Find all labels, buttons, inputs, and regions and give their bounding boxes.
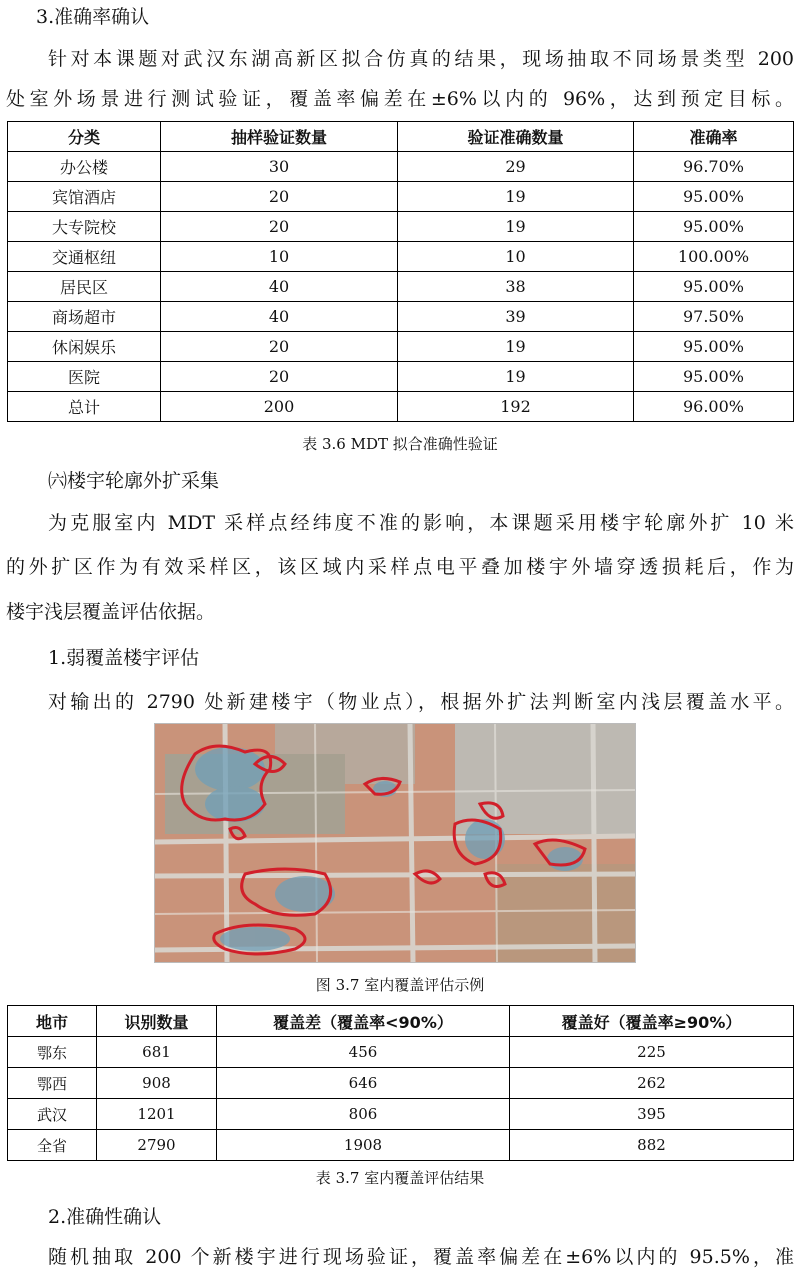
- table-cell: 19: [398, 362, 634, 392]
- table-cell: 20: [161, 212, 398, 242]
- table-cell: 262: [510, 1068, 794, 1099]
- column-header: 分类: [8, 122, 161, 152]
- table-cell: 100.00%: [634, 242, 794, 272]
- table-cell: 全省: [8, 1130, 97, 1161]
- column-header: 覆盖差（覆盖率<90%）: [217, 1006, 510, 1037]
- table-cell: 96.00%: [634, 392, 794, 422]
- table-cell: 29: [398, 152, 634, 182]
- accuracy-table: [7, 121, 794, 422]
- table-cell: 681: [97, 1037, 217, 1068]
- table-cell: 200: [161, 392, 398, 422]
- table-cell: 95.00%: [634, 272, 794, 302]
- subsection-title: 2.准确性确认: [48, 1206, 162, 1228]
- table-cell: 30: [161, 152, 398, 182]
- table-cell: 192: [398, 392, 634, 422]
- paragraph-line: 的外扩区作为有效采样区，该区域内采样点电平叠加楼宇外墙穿透损耗后，作为: [6, 556, 794, 578]
- column-header: 准确率: [634, 122, 794, 152]
- coverage-map-image: [154, 723, 636, 963]
- table-row: [8, 1037, 794, 1068]
- paragraph-line: 对输出的 2790 处新建楼宇（物业点），根据外扩法判断室内浅层覆盖水平。: [48, 691, 794, 713]
- table-cell: 医院: [8, 362, 161, 392]
- table-cell: 225: [510, 1037, 794, 1068]
- table-row: [8, 152, 794, 182]
- paragraph-line: 随机抽取 200 个新楼宇进行现场验证，覆盖率偏差在±6%以内的 95.5%，准: [48, 1246, 794, 1268]
- section-title: 3.准确率确认: [36, 6, 150, 28]
- figure-caption: 图 3.7 室内覆盖评估示例: [315, 976, 485, 994]
- table-row: [8, 302, 794, 332]
- column-header: 抽样验证数量: [161, 122, 398, 152]
- table-cell: 20: [161, 362, 398, 392]
- table-row: [8, 242, 794, 272]
- table-cell: 38: [398, 272, 634, 302]
- table-cell: 总计: [8, 392, 161, 422]
- table-cell: 95.00%: [634, 212, 794, 242]
- table-cell: 40: [161, 272, 398, 302]
- table-cell: 居民区: [8, 272, 161, 302]
- table-cell: 鄂东: [8, 1037, 97, 1068]
- table-cell: 1201: [97, 1099, 217, 1130]
- paragraph-line: 针对本课题对武汉东湖高新区拟合仿真的结果，现场抽取不同场景类型 200: [48, 48, 794, 70]
- subsection-title: 1.弱覆盖楼宇评估: [48, 647, 200, 669]
- column-header: 验证准确数量: [398, 122, 634, 152]
- table-cell: 456: [217, 1037, 510, 1068]
- table-cell: 882: [510, 1130, 794, 1161]
- section-title: ㈥楼宇轮廓外扩采集: [48, 470, 220, 492]
- table-cell: 20: [161, 182, 398, 212]
- table-cell: 交通枢纽: [8, 242, 161, 272]
- table-row: [8, 212, 794, 242]
- table-cell: 19: [398, 332, 634, 362]
- table-caption: 表 3.6 MDT 拟合准确性验证: [302, 435, 498, 453]
- table-row: [8, 182, 794, 212]
- table-row: [8, 332, 794, 362]
- table-row: [8, 1068, 794, 1099]
- table-cell: 395: [510, 1099, 794, 1130]
- table-row: [8, 362, 794, 392]
- table-cell: 10: [398, 242, 634, 272]
- table-cell: 19: [398, 212, 634, 242]
- table-cell: 10: [161, 242, 398, 272]
- paragraph-line: 为克服室内 MDT 采样点经纬度不准的影响，本课题采用楼宇轮廓外扩 10 米: [48, 512, 794, 534]
- table-cell: 1908: [217, 1130, 510, 1161]
- table-cell: 鄂西: [8, 1068, 97, 1099]
- table-row: [8, 1099, 794, 1130]
- table-cell: 646: [217, 1068, 510, 1099]
- coverage-result-table: [7, 1005, 794, 1161]
- column-header: 地市: [8, 1006, 97, 1037]
- table-cell: 95.00%: [634, 362, 794, 392]
- table-cell: 908: [97, 1068, 217, 1099]
- table-cell: 2790: [97, 1130, 217, 1161]
- table-row: [8, 1130, 794, 1161]
- table-cell: 97.50%: [634, 302, 794, 332]
- table-cell: 办公楼: [8, 152, 161, 182]
- table-cell: 大专院校: [8, 212, 161, 242]
- table-cell: 39: [398, 302, 634, 332]
- table-cell: 19: [398, 182, 634, 212]
- table-cell: 商场超市: [8, 302, 161, 332]
- column-header: 识别数量: [97, 1006, 217, 1037]
- table-cell: 95.00%: [634, 182, 794, 212]
- table-cell: 休闲娱乐: [8, 332, 161, 362]
- table-cell: 95.00%: [634, 332, 794, 362]
- table-row: [8, 272, 794, 302]
- paragraph-line: 处室外场景进行测试验证，覆盖率偏差在±6%以内的 96%，达到预定目标。: [6, 88, 794, 110]
- table-cell: 40: [161, 302, 398, 332]
- table-cell: 20: [161, 332, 398, 362]
- table-cell: 806: [217, 1099, 510, 1130]
- table-cell: 武汉: [8, 1099, 97, 1130]
- table-cell: 96.70%: [634, 152, 794, 182]
- table-row: [8, 392, 794, 422]
- paragraph-line: 楼宇浅层覆盖评估依据。: [6, 601, 216, 623]
- table-caption: 表 3.7 室内覆盖评估结果: [315, 1169, 485, 1187]
- table-header-row: [8, 122, 794, 152]
- table-header-row: [8, 1006, 794, 1037]
- table-cell: 宾馆酒店: [8, 182, 161, 212]
- column-header: 覆盖好（覆盖率≥90%）: [510, 1006, 794, 1037]
